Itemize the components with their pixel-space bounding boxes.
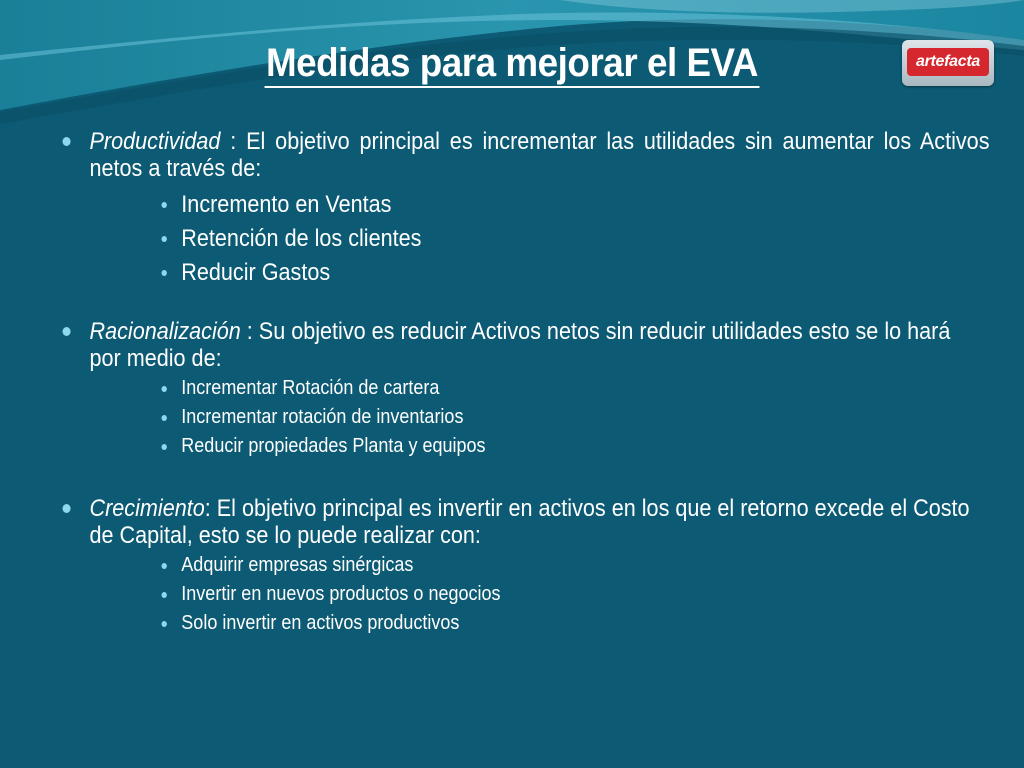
list-item: Invertir en nuevos productos o negocios: [58, 580, 901, 609]
term-crecimiento: Crecimiento: [89, 495, 205, 522]
bullet-racionalizacion: [58, 318, 976, 372]
logo-wordmark: artefacta: [907, 48, 989, 76]
list-item: Solo invertir en activos productivos: [58, 609, 901, 638]
artefacta-logo: [902, 40, 994, 86]
list-item: Incrementar rotación de inventarios: [58, 403, 901, 432]
bullet-productividad: [58, 128, 990, 182]
slide-title-text: Medidas para mejorar el EVA: [264, 40, 760, 88]
term-productividad: Productividad: [89, 128, 221, 155]
bullet-crecimiento: [58, 495, 976, 549]
list-item: Adquirir empresas sinérgicas: [58, 551, 901, 580]
list-item: Incremento en Ventas: [58, 188, 901, 222]
list-item: Reducir Gastos: [58, 256, 901, 290]
list-item: Reducir propiedades Planta y equipos: [58, 432, 901, 461]
slide-title: [41, 40, 983, 88]
list-item: Retención de los clientes: [58, 222, 901, 256]
text-racionalizacion: : Su objetivo es reducir Activos netos sin reducir utilidades esto se lo hará por medio de:: [89, 318, 951, 372]
list-item: Incrementar Rotación de cartera: [58, 374, 901, 403]
text-productividad: : El objetivo principal es incrementar las utilidades sin aumentar los Activos netos a través de:: [89, 128, 990, 182]
text-crecimiento: : El objetivo principal es invertir en activos en los que el retorno excede el Costo de Capital, esto se lo puede realizar con:: [89, 495, 970, 549]
term-racionalizacion: Racionalización: [89, 318, 241, 345]
slide-content: [58, 128, 990, 638]
